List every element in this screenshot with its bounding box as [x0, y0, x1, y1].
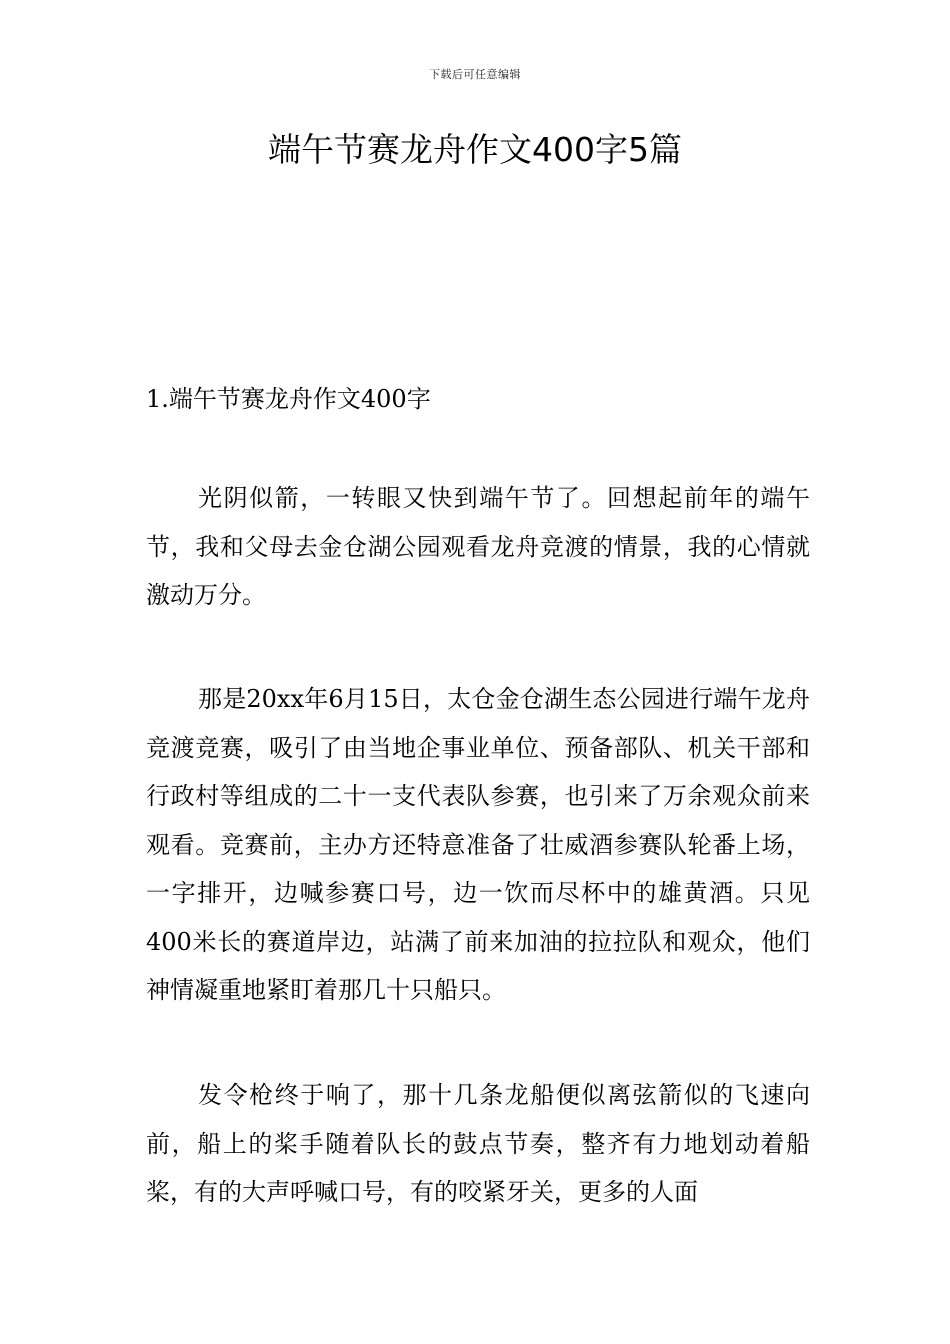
- paragraph-2: 那是20xx年6月15日，太仓金仓湖生态公园进行端午龙舟竞渡竞赛，吸引了由当地企事业单位、预备部队、机关干部和行政村等组成的二十一支代表队参赛，也引来了万余观众前来观看。竞赛前，主办方还特意准备了壮威酒参赛队轮番上场，一字排开，边喊参赛口号，边一饮而尽杯中的雄黄酒。只见400米长的赛道岸边，站满了前来加油的拉拉队和观众，他们神情凝重地紧盯着那几十只船只。: [146, 685, 810, 1004]
- header-note: 下载后可任意编辑: [429, 68, 521, 81]
- section-heading: 1.端午节赛龙舟作文400字: [146, 385, 431, 413]
- paragraph-3: 发令枪终于响了，那十几条龙船便似离弦箭似的飞速向前，船上的桨手随着队长的鼓点节奏，整齐有力地划动着船桨，有的大声呼喊口号，有的咬紧牙关，更多的人面: [146, 1081, 810, 1206]
- document-title: 端午节赛龙舟作文400字5篇: [268, 130, 682, 169]
- paragraph-1: 光阴似箭，一转眼又快到端午节了。回想起前年的端午节，我和父母去金仓湖公园观看龙舟竞渡的情景，我的心情就激动万分。: [146, 484, 810, 609]
